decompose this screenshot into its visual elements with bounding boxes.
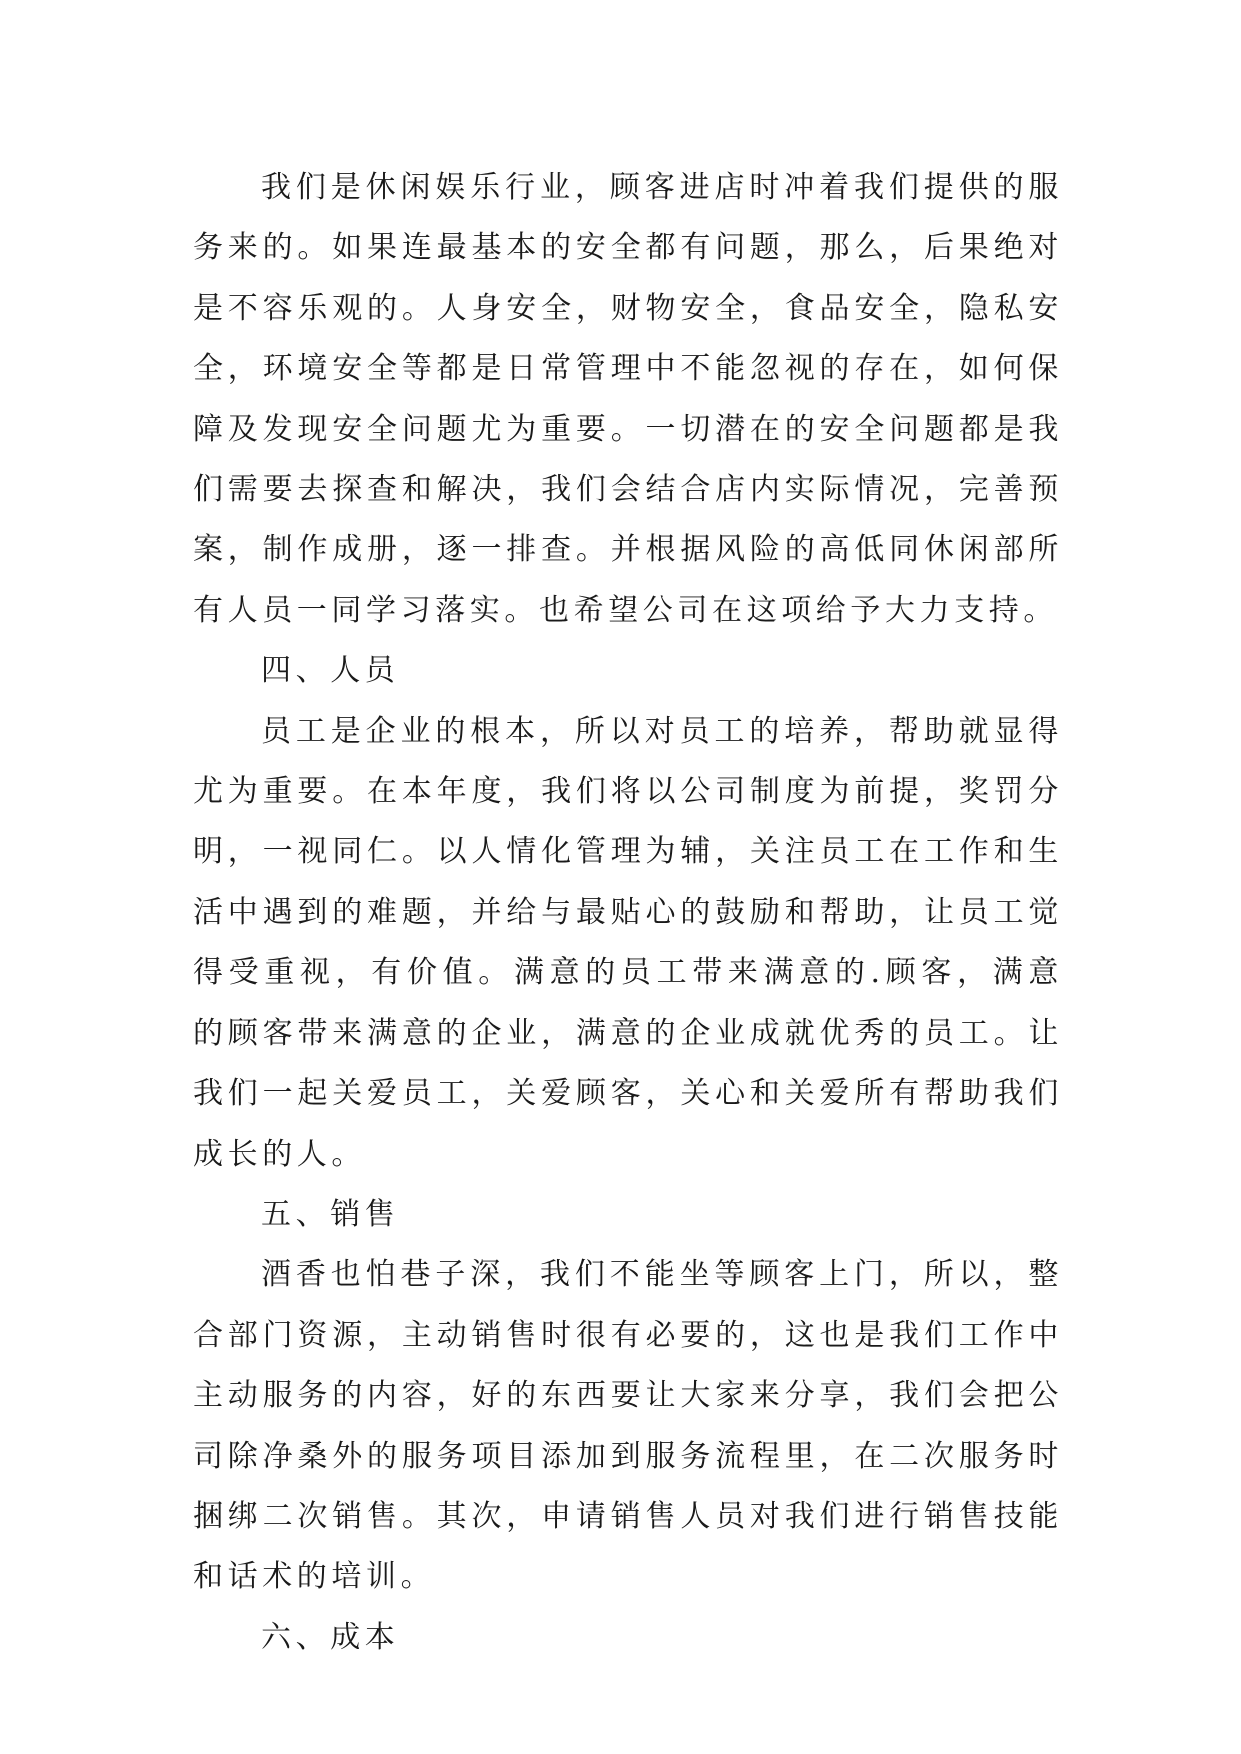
paragraph-sales: 酒香也怕巷子深，我们不能坐等顾客上门，所以，整合部门资源，主动销售时很有必要的，这也是我们工作中主动服务的内容，好的东西要让大家来分享，我们会把公司除净桑外的服务项目添加到服务流程里，在二次服务时捆绑二次销售。其次，申请销售人员对我们进行销售技能和话术的培训。 <box>193 1257 1063 1595</box>
section-heading-personnel: 四、人员 <box>261 653 400 689</box>
document-body <box>193 158 1063 1668</box>
paragraph-safety: 我们是休闲娱乐行业，顾客进店时冲着我们提供的服务来的。如果连最基本的安全都有问题，那么，后果绝对是不容乐观的。人身安全，财物安全，食品安全，隐私安全，环境安全等都是日常管理中不能忽视的存在，如何保障及发现安全问题尤为重要。一切潜在的安全问题都是我们需要去探查和解决，我们会结合店内实际情况，完善预案，制作成册，逐一排查。并根据风险的高低同休闲部所有人员一同学习落实。也希望公司在这项给予大力支持。 <box>193 170 1063 628</box>
section-heading-cost: 六、成本 <box>261 1619 400 1655</box>
paragraph-personnel: 员工是企业的根本，所以对员工的培养，帮助就显得尤为重要。在本年度，我们将以公司制度为前提，奖罚分明，一视同仁。以人情化管理为辅，关注员工在工作和生活中遇到的难题，并给与最贴心的鼓励和帮助，让员工觉得受重视，有价值。满意的员工带来满意的.顾客，满意的顾客带来满意的企业，满意的企业成就优秀的员工。让我们一起关爱员工，关爱顾客，关心和关爱所有帮助我们成长的人。 <box>193 713 1063 1172</box>
section-heading-sales: 五、销售 <box>261 1196 400 1232</box>
